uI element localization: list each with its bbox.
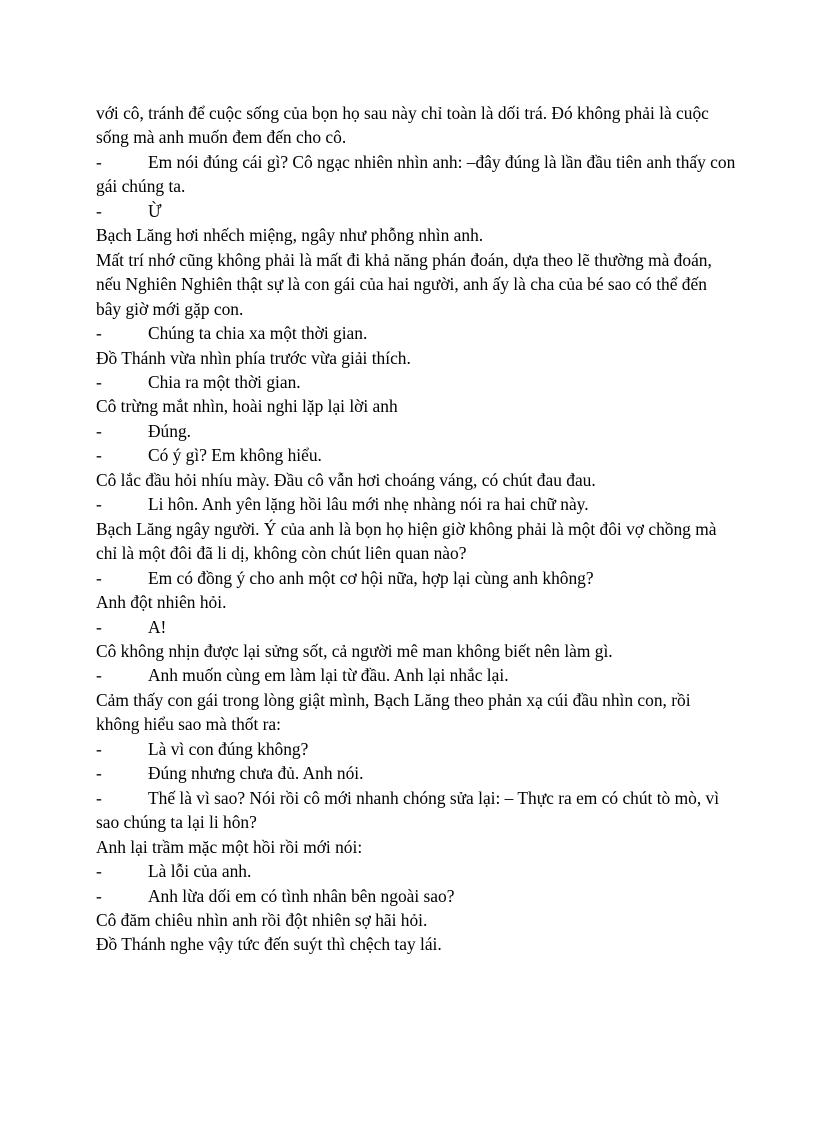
dialogue-dash: - <box>96 151 102 172</box>
dialogue-line <box>96 884 736 908</box>
dialogue-dash: - <box>96 200 102 221</box>
dialogue-text: Là lỗi của anh. <box>148 861 252 882</box>
narration-paragraph: Bạch Lăng hơi nhếch miệng, ngây như phỗng nhìn anh. <box>96 225 484 246</box>
dialogue-dash: - <box>96 885 102 906</box>
dialogue-text: Anh muốn cùng em làm lại từ đầu. Anh lại nhắc lại. <box>148 665 509 686</box>
dialogue-dash: - <box>96 861 102 882</box>
document-body <box>96 101 736 957</box>
dialogue-text: Em có đồng ý cho anh một cơ hội nữa, hợp lại cùng anh không? <box>148 567 594 588</box>
narration-paragraph: Cô lắc đầu hỏi nhíu mày. Đầu cô vẫn hơi choáng váng, có chút đau đau. <box>96 469 596 490</box>
dialogue-dash: - <box>96 665 102 686</box>
dialogue-line <box>96 370 736 394</box>
narration-paragraph: Anh đột nhiên hỏi. <box>96 592 227 613</box>
dialogue-dash: - <box>96 738 102 759</box>
dialogue-line <box>96 199 736 223</box>
dialogue-text: Có ý gì? Em không hiểu. <box>148 445 322 466</box>
narration-paragraph: Cảm thấy con gái trong lòng giật mình, Bạch Lăng theo phản xạ cúi đầu nhìn con, rồi không hiểu sao mà thốt ra: <box>96 689 691 735</box>
narration-paragraph: Anh lại trầm mặc một hồi rồi mới nói: <box>96 836 363 857</box>
dialogue-text: Li hôn. Anh yên lặng hồi lâu mới nhẹ nhàng nói ra hai chữ này. <box>148 494 589 515</box>
dialogue-line <box>96 419 736 443</box>
narration-paragraph: Cô trừng mắt nhìn, hoài nghi lặp lại lời anh <box>96 396 398 417</box>
dialogue-line <box>96 443 736 467</box>
narration-paragraph: Cô không nhịn được lại sửng sốt, cả người mê man không biết nên làm gì. <box>96 640 613 661</box>
dialogue-line <box>96 761 736 785</box>
dialogue-line <box>96 321 736 345</box>
dialogue-line <box>96 492 736 516</box>
narration-paragraph: với cô, tránh để cuộc sống của bọn họ sau này chỉ toàn là dối trá. Đó không phải là cuộc sống mà anh muốn đem đến cho cô. <box>96 103 709 148</box>
dialogue-text: Đúng. <box>148 420 191 441</box>
narration-paragraph: Đồ Thánh vừa nhìn phía trước vừa giải thích. <box>96 347 411 368</box>
narration-paragraph: Cô đăm chiêu nhìn anh rồi đột nhiên sợ hãi hỏi. <box>96 909 428 930</box>
dialogue-text: Ừ <box>148 200 162 221</box>
dialogue-line <box>96 859 736 883</box>
dialogue-line <box>96 737 736 761</box>
dialogue-dash: - <box>96 323 102 344</box>
dialogue-line <box>96 663 736 687</box>
narration-paragraph: Bạch Lăng ngây người. Ý của anh là bọn họ hiện giờ không phải là một đôi vợ chồng mà chỉ là một đôi đã li dị, không còn chút liên quan nào? <box>96 518 717 564</box>
dialogue-text: Là vì con đúng không? <box>148 738 309 759</box>
dialogue-text: A! <box>148 616 167 637</box>
dialogue-text: Anh lừa dối em có tình nhân bên ngoài sao? <box>148 885 455 906</box>
dialogue-line <box>96 615 736 639</box>
dialogue-dash: - <box>96 787 102 808</box>
narration-paragraph: Mất trí nhớ cũng không phải là mất đi khả năng phán đoán, dựa theo lẽ thường mà đoán, nếu Nghiên Nghiên thật sự là con gái của hai người, anh ấy là cha của bé sao có thể đến bây giờ mới gặp con. <box>96 249 712 319</box>
dialogue-dash: - <box>96 567 102 588</box>
dialogue-text: Chia ra một thời gian. <box>148 371 301 392</box>
narration-paragraph: Đồ Thánh nghe vậy tức đến suýt thì chệch tay lái. <box>96 934 442 955</box>
dialogue-dash: - <box>96 616 102 637</box>
dialogue-text: Đúng nhưng chưa đủ. Anh nói. <box>148 763 364 784</box>
dialogue-line <box>96 566 736 590</box>
dialogue-dash: - <box>96 494 102 515</box>
dialogue-text: Chúng ta chia xa một thời gian. <box>148 323 368 344</box>
dialogue-line <box>96 786 736 835</box>
dialogue-line <box>96 150 736 199</box>
dialogue-text: Thế là vì sao? Nói rồi cô mới nhanh chóng sửa lại: – Thực ra em có chút tò mò, vì sao chúng ta lại li hôn? <box>96 787 720 833</box>
dialogue-text: Em nói đúng cái gì? Cô ngạc nhiên nhìn anh: –đây đúng là lần đầu tiên anh thấy con gái chúng ta. <box>96 151 736 197</box>
dialogue-dash: - <box>96 763 102 784</box>
dialogue-dash: - <box>96 371 102 392</box>
dialogue-dash: - <box>96 420 102 441</box>
dialogue-dash: - <box>96 445 102 466</box>
